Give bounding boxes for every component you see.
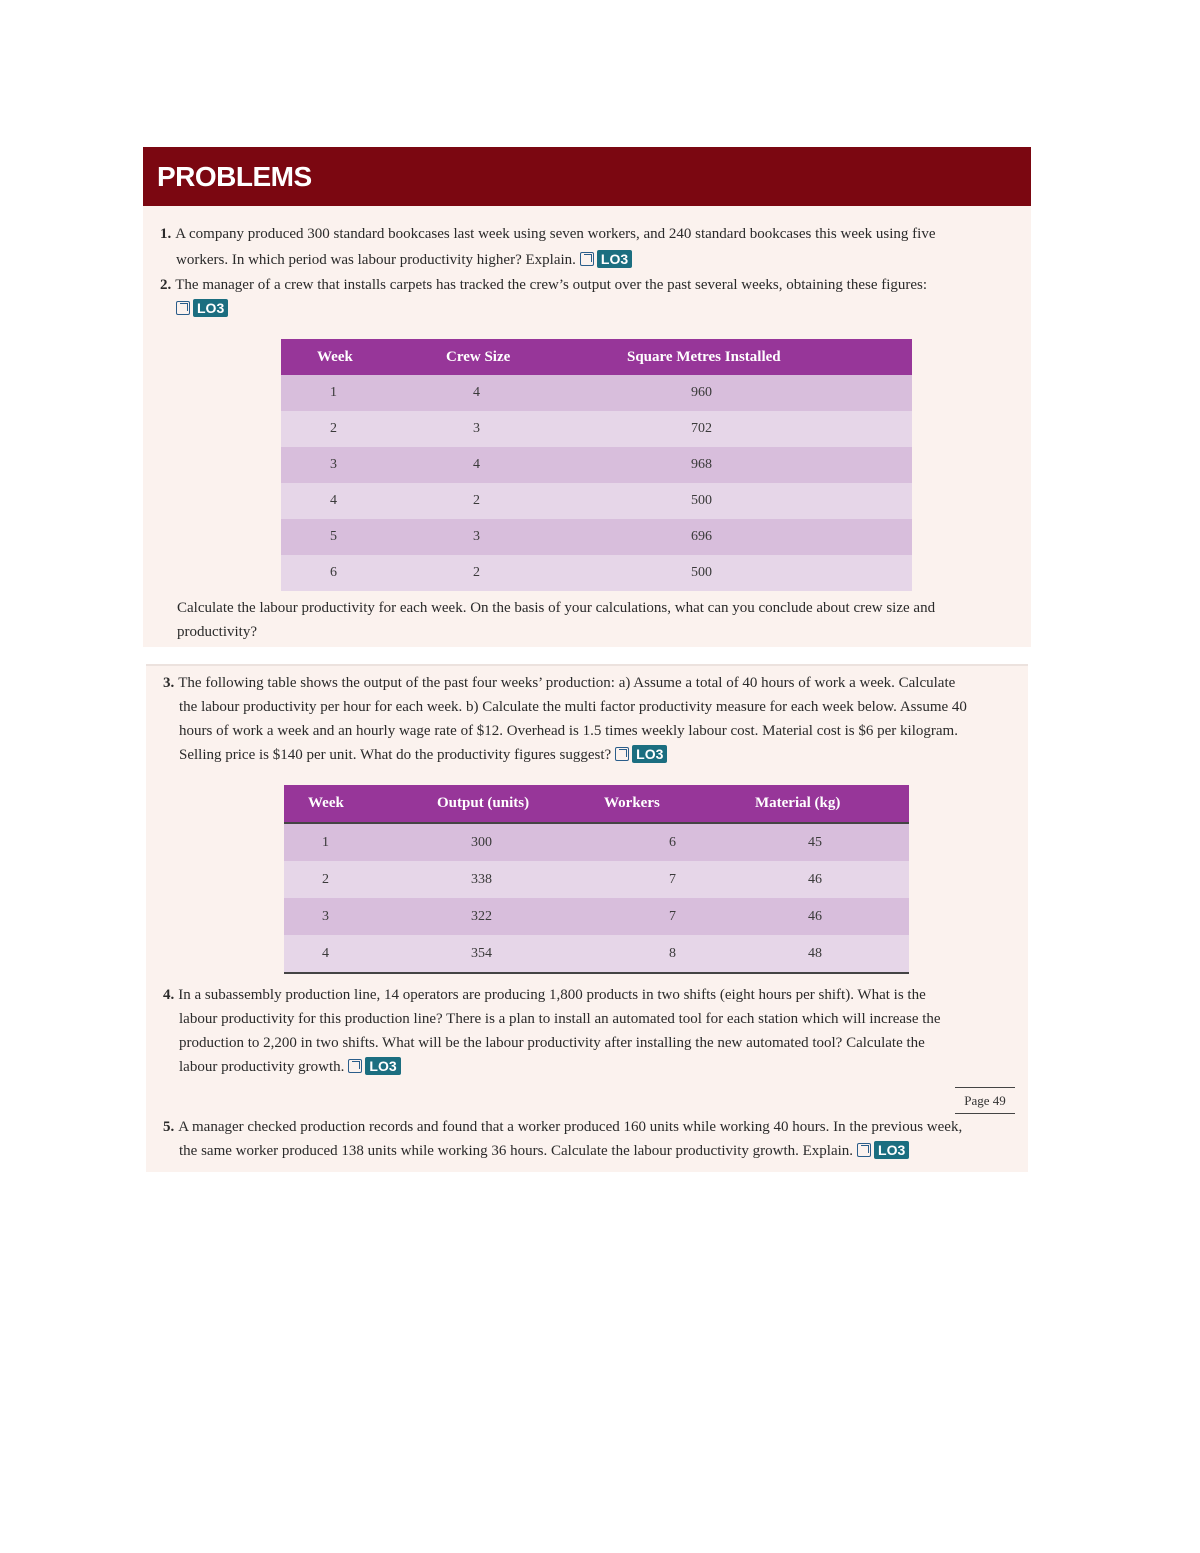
- table-row: [281, 519, 912, 555]
- question-number: 1.: [160, 226, 172, 242]
- question-number: 3.: [163, 675, 175, 691]
- table-row: [281, 555, 912, 591]
- lo-badge[interactable]: LO3: [365, 1057, 400, 1075]
- table-cell: 960: [627, 375, 912, 411]
- table-cell: 45: [755, 823, 909, 861]
- question-text: labour productivity for this production line? There is a plan to install an automated tool for each station which will increase the: [179, 1011, 941, 1027]
- table-row: [281, 375, 912, 411]
- table-cell: 1: [284, 823, 437, 861]
- column-header: Week: [281, 339, 446, 375]
- table-cell: 696: [627, 519, 912, 555]
- table-cell: 300: [437, 823, 604, 861]
- table-row: [284, 861, 909, 898]
- question-text: The manager of a crew that installs carpets has tracked the crew’s output over the past several weeks, obtaining these figures:: [175, 277, 928, 293]
- table-cell: 3: [284, 898, 437, 935]
- table-cell: 8: [604, 935, 755, 973]
- question-text: A manager checked production records and found that a worker produced 160 units while working 40 hours. In the previous week,: [178, 1119, 963, 1135]
- crew-output-table: [281, 339, 912, 591]
- table-row: [281, 411, 912, 447]
- lo-badge[interactable]: LO3: [597, 250, 632, 268]
- question-text: hours of work a week and an hourly wage rate of $12. Overhead is 1.5 times weekly labour cost. Material cost is $6 per kilogram.: [179, 723, 958, 739]
- table-cell: 322: [437, 898, 604, 935]
- table-cell: 3: [281, 447, 446, 483]
- lo-badge[interactable]: LO3: [632, 745, 667, 763]
- column-header: Week: [284, 785, 437, 823]
- question-text: The following table shows the output of the past four weeks’ production: a) Assume a total of 40 hours of work a week. Calculate: [178, 675, 956, 691]
- question-text: the same worker produced 138 units while working 36 hours. Calculate the labour productivity growth. Explain.: [179, 1143, 854, 1159]
- table-cell: 702: [627, 411, 912, 447]
- table-cell: 2: [446, 555, 627, 591]
- question-2-followup: [177, 596, 935, 644]
- question-number: 5.: [163, 1119, 175, 1135]
- column-header: Crew Size: [446, 339, 627, 375]
- table-row: [281, 483, 912, 519]
- table-header-row: [281, 339, 912, 375]
- table-cell: 500: [627, 555, 912, 591]
- question-number: 2.: [160, 277, 172, 293]
- table-cell: 500: [627, 483, 912, 519]
- external-link-icon[interactable]: [176, 301, 190, 315]
- table-header-row: [284, 785, 909, 823]
- table-cell: 3: [446, 519, 627, 555]
- table-cell: 4: [446, 375, 627, 411]
- table-cell: 2: [446, 483, 627, 519]
- table-cell: 968: [627, 447, 912, 483]
- question-4: [163, 983, 941, 1079]
- table-cell: 4: [446, 447, 627, 483]
- question-number: 4.: [163, 987, 175, 1003]
- table-cell: 6: [281, 555, 446, 591]
- table-cell: 46: [755, 898, 909, 935]
- external-link-icon[interactable]: [580, 252, 594, 266]
- question-text: A company produced 300 standard bookcases last week using seven workers, and 240 standard bookcases this week using five: [175, 226, 936, 242]
- question-2: [160, 273, 927, 321]
- question-text: labour productivity growth.: [179, 1059, 345, 1075]
- table-cell: 6: [604, 823, 755, 861]
- question-text: In a subassembly production line, 14 operators are producing 1,800 products in two shifts (eight hours per shift). What is the: [178, 987, 926, 1003]
- table-cell: 46: [755, 861, 909, 898]
- table-cell: 7: [604, 861, 755, 898]
- table-cell: 354: [437, 935, 604, 973]
- question-text: Calculate the labour productivity for each week. On the basis of your calculations, what can you conclude about crew size and: [177, 600, 936, 616]
- table-cell: 48: [755, 935, 909, 973]
- question-text: production to 2,200 in two shifts. What will be the labour productivity after installing the new automated tool? Calculate the: [179, 1035, 925, 1051]
- external-link-icon[interactable]: [857, 1143, 871, 1157]
- question-text: productivity?: [177, 624, 257, 640]
- question-text: workers. In which period was labour productivity higher? Explain.: [176, 252, 576, 268]
- table-row: [284, 935, 909, 973]
- question-text: Selling price is $140 per unit. What do the productivity figures suggest?: [179, 747, 612, 763]
- section-title: PROBLEMS: [143, 147, 1031, 206]
- table-cell: 1: [281, 375, 446, 411]
- table-cell: 5: [281, 519, 446, 555]
- table-cell: 7: [604, 898, 755, 935]
- table-row: [284, 898, 909, 935]
- question-3: [163, 671, 967, 767]
- table-cell: 4: [281, 483, 446, 519]
- table-cell: 2: [281, 411, 446, 447]
- external-link-icon[interactable]: [615, 747, 629, 761]
- external-link-icon[interactable]: [348, 1059, 362, 1073]
- table-row: [284, 823, 909, 861]
- page-number: Page 49: [955, 1087, 1015, 1114]
- table-row: [281, 447, 912, 483]
- column-header: Square Metres Installed: [627, 339, 912, 375]
- column-header: Workers: [604, 785, 755, 823]
- table-cell: 4: [284, 935, 437, 973]
- table-cell: 3: [446, 411, 627, 447]
- lo-badge[interactable]: LO3: [193, 299, 228, 317]
- weekly-production-table: [284, 785, 909, 974]
- table-cell: 338: [437, 861, 604, 898]
- question-text: the labour productivity per hour for each week. b) Calculate the multi factor productivity measure for each week below. Assume 40: [179, 699, 967, 715]
- question-5: [163, 1115, 962, 1163]
- question-1: [160, 222, 935, 272]
- column-header: Material (kg): [755, 785, 909, 823]
- lo-badge[interactable]: LO3: [874, 1141, 909, 1159]
- table-cell: 2: [284, 861, 437, 898]
- column-header: Output (units): [437, 785, 604, 823]
